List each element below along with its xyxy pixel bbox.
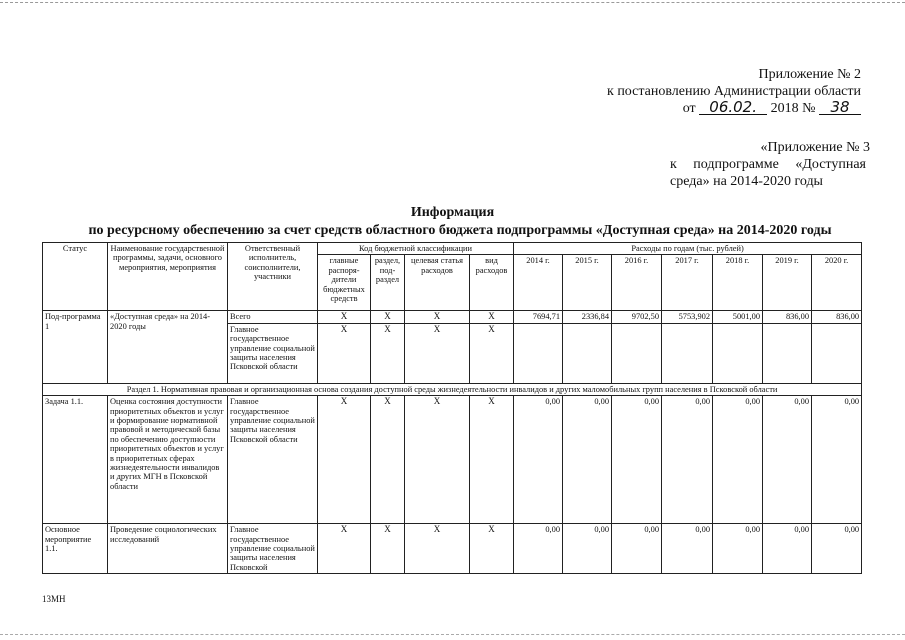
appendix-line1: Приложение № 2 <box>758 67 861 82</box>
cell-value-2015: 2336,84 <box>563 311 612 323</box>
cell-x: X <box>318 311 371 323</box>
appendix-number: 38 <box>819 100 861 115</box>
top-scan-edge <box>0 2 905 3</box>
cell-value-2014: 7694,71 <box>514 311 563 323</box>
cell-value-2014: 0,00 <box>514 524 563 574</box>
doc-subtitle: по ресурсному обеспечению за счет средств областного бюджета подпрограммы «Доступная среда» на 2014-2020 годы <box>88 223 832 238</box>
table-row-task-1-1 <box>43 396 862 524</box>
th-type: вид расходов <box>470 255 514 311</box>
cell-status: Задача 1.1. <box>43 396 108 524</box>
cell-name: «Доступная среда» на 2014-2020 годы <box>108 311 228 383</box>
cell-x: X <box>371 524 405 574</box>
cell-x: X <box>371 311 405 323</box>
th-budget-code: Код бюджетной классификации <box>318 243 514 255</box>
table-row-subprogram-total <box>43 311 862 323</box>
cell-value-2018: 5001,00 <box>713 311 763 323</box>
cell-x: X <box>470 323 514 383</box>
doc-title: Информация <box>410 205 495 220</box>
th-year-2018: 2018 г. <box>713 255 763 311</box>
appendix2-line3: среда» на 2014-2020 годы <box>670 174 823 189</box>
cell-status: Основное мероприятие 1.1. <box>43 524 108 574</box>
cell-value-2018: 0,00 <box>713 396 763 524</box>
cell-responsible: Всего <box>228 311 318 323</box>
th-year-2016: 2016 г. <box>612 255 662 311</box>
cell-x: X <box>318 524 371 574</box>
th-year-2014: 2014 г. <box>514 255 563 311</box>
th-section: раздел, под-раздел <box>371 255 405 311</box>
cell-x: X <box>470 524 514 574</box>
bottom-scan-edge <box>0 634 905 635</box>
cell-x: X <box>371 396 405 524</box>
cell-value-2017: 0,00 <box>662 524 713 574</box>
th-expenses: Расходы по годам (тыс. рублей) <box>514 243 862 255</box>
cell-value-2014: 0,00 <box>514 396 563 524</box>
cell-x: X <box>371 323 405 383</box>
cell-x: X <box>318 323 371 383</box>
appendix-line3 <box>683 100 861 117</box>
cell-value-2020: 836,00 <box>812 311 862 323</box>
cell-value-2019: 0,00 <box>763 396 812 524</box>
cell-x: X <box>405 323 470 383</box>
appendix2-block <box>670 139 870 190</box>
cell-value-2017: 5753,902 <box>662 311 713 323</box>
appendix2-line2: к подпрограмме «Доступная <box>670 157 866 172</box>
cell-x: X <box>405 524 470 574</box>
cell-x: X <box>470 396 514 524</box>
header-row-1 <box>43 243 862 255</box>
footer-code: 13МН <box>42 594 66 604</box>
th-status: Статус <box>43 243 108 311</box>
table-row-measure-1-1 <box>43 524 862 574</box>
section-title: Раздел 1. Нормативная правовая и организационная основа создания доступной среды жизнедеятельности инвалидов и других маломобильных групп населения в Псковской области <box>43 383 862 395</box>
cell-value-2016: 9702,50 <box>612 311 662 323</box>
cell-value-2019: 0,00 <box>763 524 812 574</box>
cell-value-2020: 0,00 <box>812 524 862 574</box>
cell-value-2016: 0,00 <box>612 524 662 574</box>
cell-value-2019: 836,00 <box>763 311 812 323</box>
cell-value-2017: 0,00 <box>662 396 713 524</box>
appendix-prefix: от <box>682 101 696 116</box>
th-target: целевая статья расходов <box>405 255 470 311</box>
cell-x: X <box>405 396 470 524</box>
cell-responsible: Главное государственное управление социальной защиты населения Псковской области <box>228 396 318 524</box>
th-year-2019: 2019 г. <box>763 255 812 311</box>
cell-x: X <box>318 396 371 524</box>
cell-value-2015: 0,00 <box>563 524 612 574</box>
cell-responsible: Главное государственное управление социальной защиты населения Псковской области <box>228 323 318 383</box>
cell-status: Под-программа 1 <box>43 311 108 383</box>
cell-name: Проведение социологических исследований <box>108 524 228 574</box>
cell-value-2016: 0,00 <box>612 396 662 524</box>
th-year-2015: 2015 г. <box>563 255 612 311</box>
th-year-2017: 2017 г. <box>662 255 713 311</box>
appendix-line2: к постановлению Администрации области <box>607 84 861 99</box>
appendix-block <box>607 66 861 117</box>
cell-value-2015: 0,00 <box>563 396 612 524</box>
cell-value-2018: 0,00 <box>713 524 763 574</box>
cell-x: X <box>405 311 470 323</box>
th-name: Наименование государственной программы, задачи, основного мероприятия, мероприятия <box>108 243 228 311</box>
appendix-date: 06.02. <box>699 100 767 115</box>
appendix-year: 2018 № <box>770 101 816 116</box>
cell-value-2020: 0,00 <box>812 396 862 524</box>
th-main-managers: главные распоря-дители бюджетных средств <box>318 255 371 311</box>
cell-responsible: Главное государственное управление социальной защиты населения Псковской <box>228 524 318 574</box>
cell-x: X <box>470 311 514 323</box>
resource-table <box>42 242 862 574</box>
cell-name: Оценка состояния доступности приоритетных объектов и услуг и формирование нормативной правовой и методической базы по обеспечению доступности приоритетных объектов и услуг в приоритетных сферах жизнедеятельности инвалидов и других МГН в Псковской области <box>108 396 228 524</box>
table-row-section-1 <box>43 383 862 395</box>
th-year-2020: 2020 г. <box>812 255 862 311</box>
th-responsible: Ответственный исполнитель, соисполнители, участники <box>228 243 318 311</box>
appendix2-line1: «Приложение № 3 <box>760 140 870 155</box>
